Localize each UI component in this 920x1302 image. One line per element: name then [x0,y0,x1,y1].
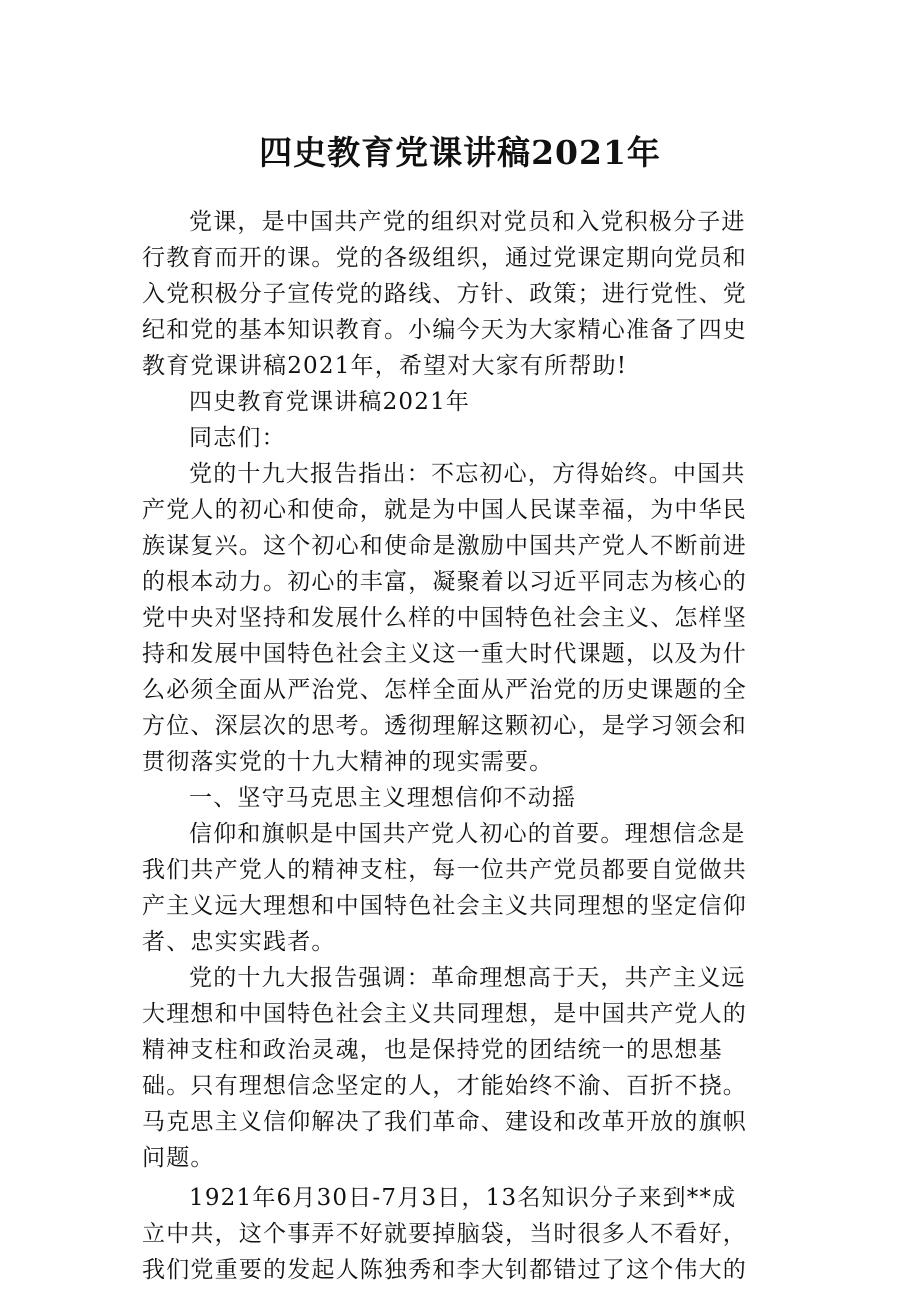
paragraph-line: 立中共，这个事弄不好就要掉脑袋，当时很多人不看好， [142,1221,747,1247]
paragraph-line: 我们党重要的发起人陈独秀和李大钊都错过了这个伟大的 [142,1257,747,1283]
paragraph-line: 问题。 [142,1145,215,1171]
paragraph-line: 础。只有理想信念坚定的人，才能始终不渝、百折不挠。 [142,1073,747,1099]
paragraph-line: 党的十九大报告指出：不忘初心，方得始终。中国共 [189,461,746,487]
paragraph-line: 的根本动力。初心的丰富，凝聚着以习近平同志为核心的 [142,569,747,595]
paragraph-line: 马克思主义信仰解决了我们革命、建设和改革开放的旗帜 [142,1109,747,1135]
paragraph-line: 纪和党的基本知识教育。小编今天为大家精心准备了四史 [142,317,747,343]
paragraph-line: 贯彻落实党的十九大精神的现实需要。 [142,749,554,775]
paragraph-line: 1921年6月30日-7月3日，13名知识分子来到**成 [189,1185,737,1211]
paragraph-line: 么必须全面从严治党、怎样全面从严治党的历史课题的全 [142,677,747,703]
paragraph-line: 教育党课讲稿2021年，希望对大家有所帮助! [142,353,628,379]
paragraph-line: 方位、深层次的思考。透彻理解这颗初心，是学习领会和 [142,713,747,739]
document-title: 四史教育党课讲稿2021年 [259,133,661,172]
paragraph-line: 党的十九大报告强调：革命理想高于天，共产主义远 [189,965,746,991]
paragraph-line: 产党人的初心和使命，就是为中国人民谋幸福，为中华民 [142,497,747,523]
paragraph-line: 党课，是中国共产党的组织对党员和入党积极分子进 [189,209,746,235]
section-heading: 四史教育党课讲稿2021年 [189,389,471,415]
paragraph-line: 产主义远大理想和中国特色社会主义共同理想的坚定信仰 [142,893,747,919]
section-heading: 一、坚守马克思主义理想信仰不动摇 [189,785,577,811]
document-body [142,204,762,1288]
paragraph-line: 行教育而开的课。党的各级组织，通过党课定期向党员和 [142,245,747,271]
paragraph-line: 持和发展中国特色社会主义这一重大时代课题，以及为什 [142,641,747,667]
paragraph-line: 党中央对坚持和发展什么样的中国特色社会主义、怎样坚 [142,605,747,631]
paragraph-line: 大理想和中国特色社会主义共同理想，是中国共产党人的 [142,1001,747,1027]
paragraph-line: 精神支柱和政治灵魂，也是保持党的团结统一的思想基 [142,1037,723,1063]
paragraph-line: 我们共产党人的精神支柱，每一位共产党员都要自觉做共 [142,857,747,883]
paragraph-line: 入党积极分子宣传党的路线、方针、政策；进行党性、党 [142,281,747,307]
paragraph-line: 信仰和旗帜是中国共产党人初心的首要。理想信念是 [189,821,746,847]
paragraph-line: 族谋复兴。这个初心和使命是激励中国共产党人不断前进 [142,533,747,559]
paragraph-line: 者、忠实实践者。 [142,929,336,955]
salutation: 同志们： [189,425,286,451]
